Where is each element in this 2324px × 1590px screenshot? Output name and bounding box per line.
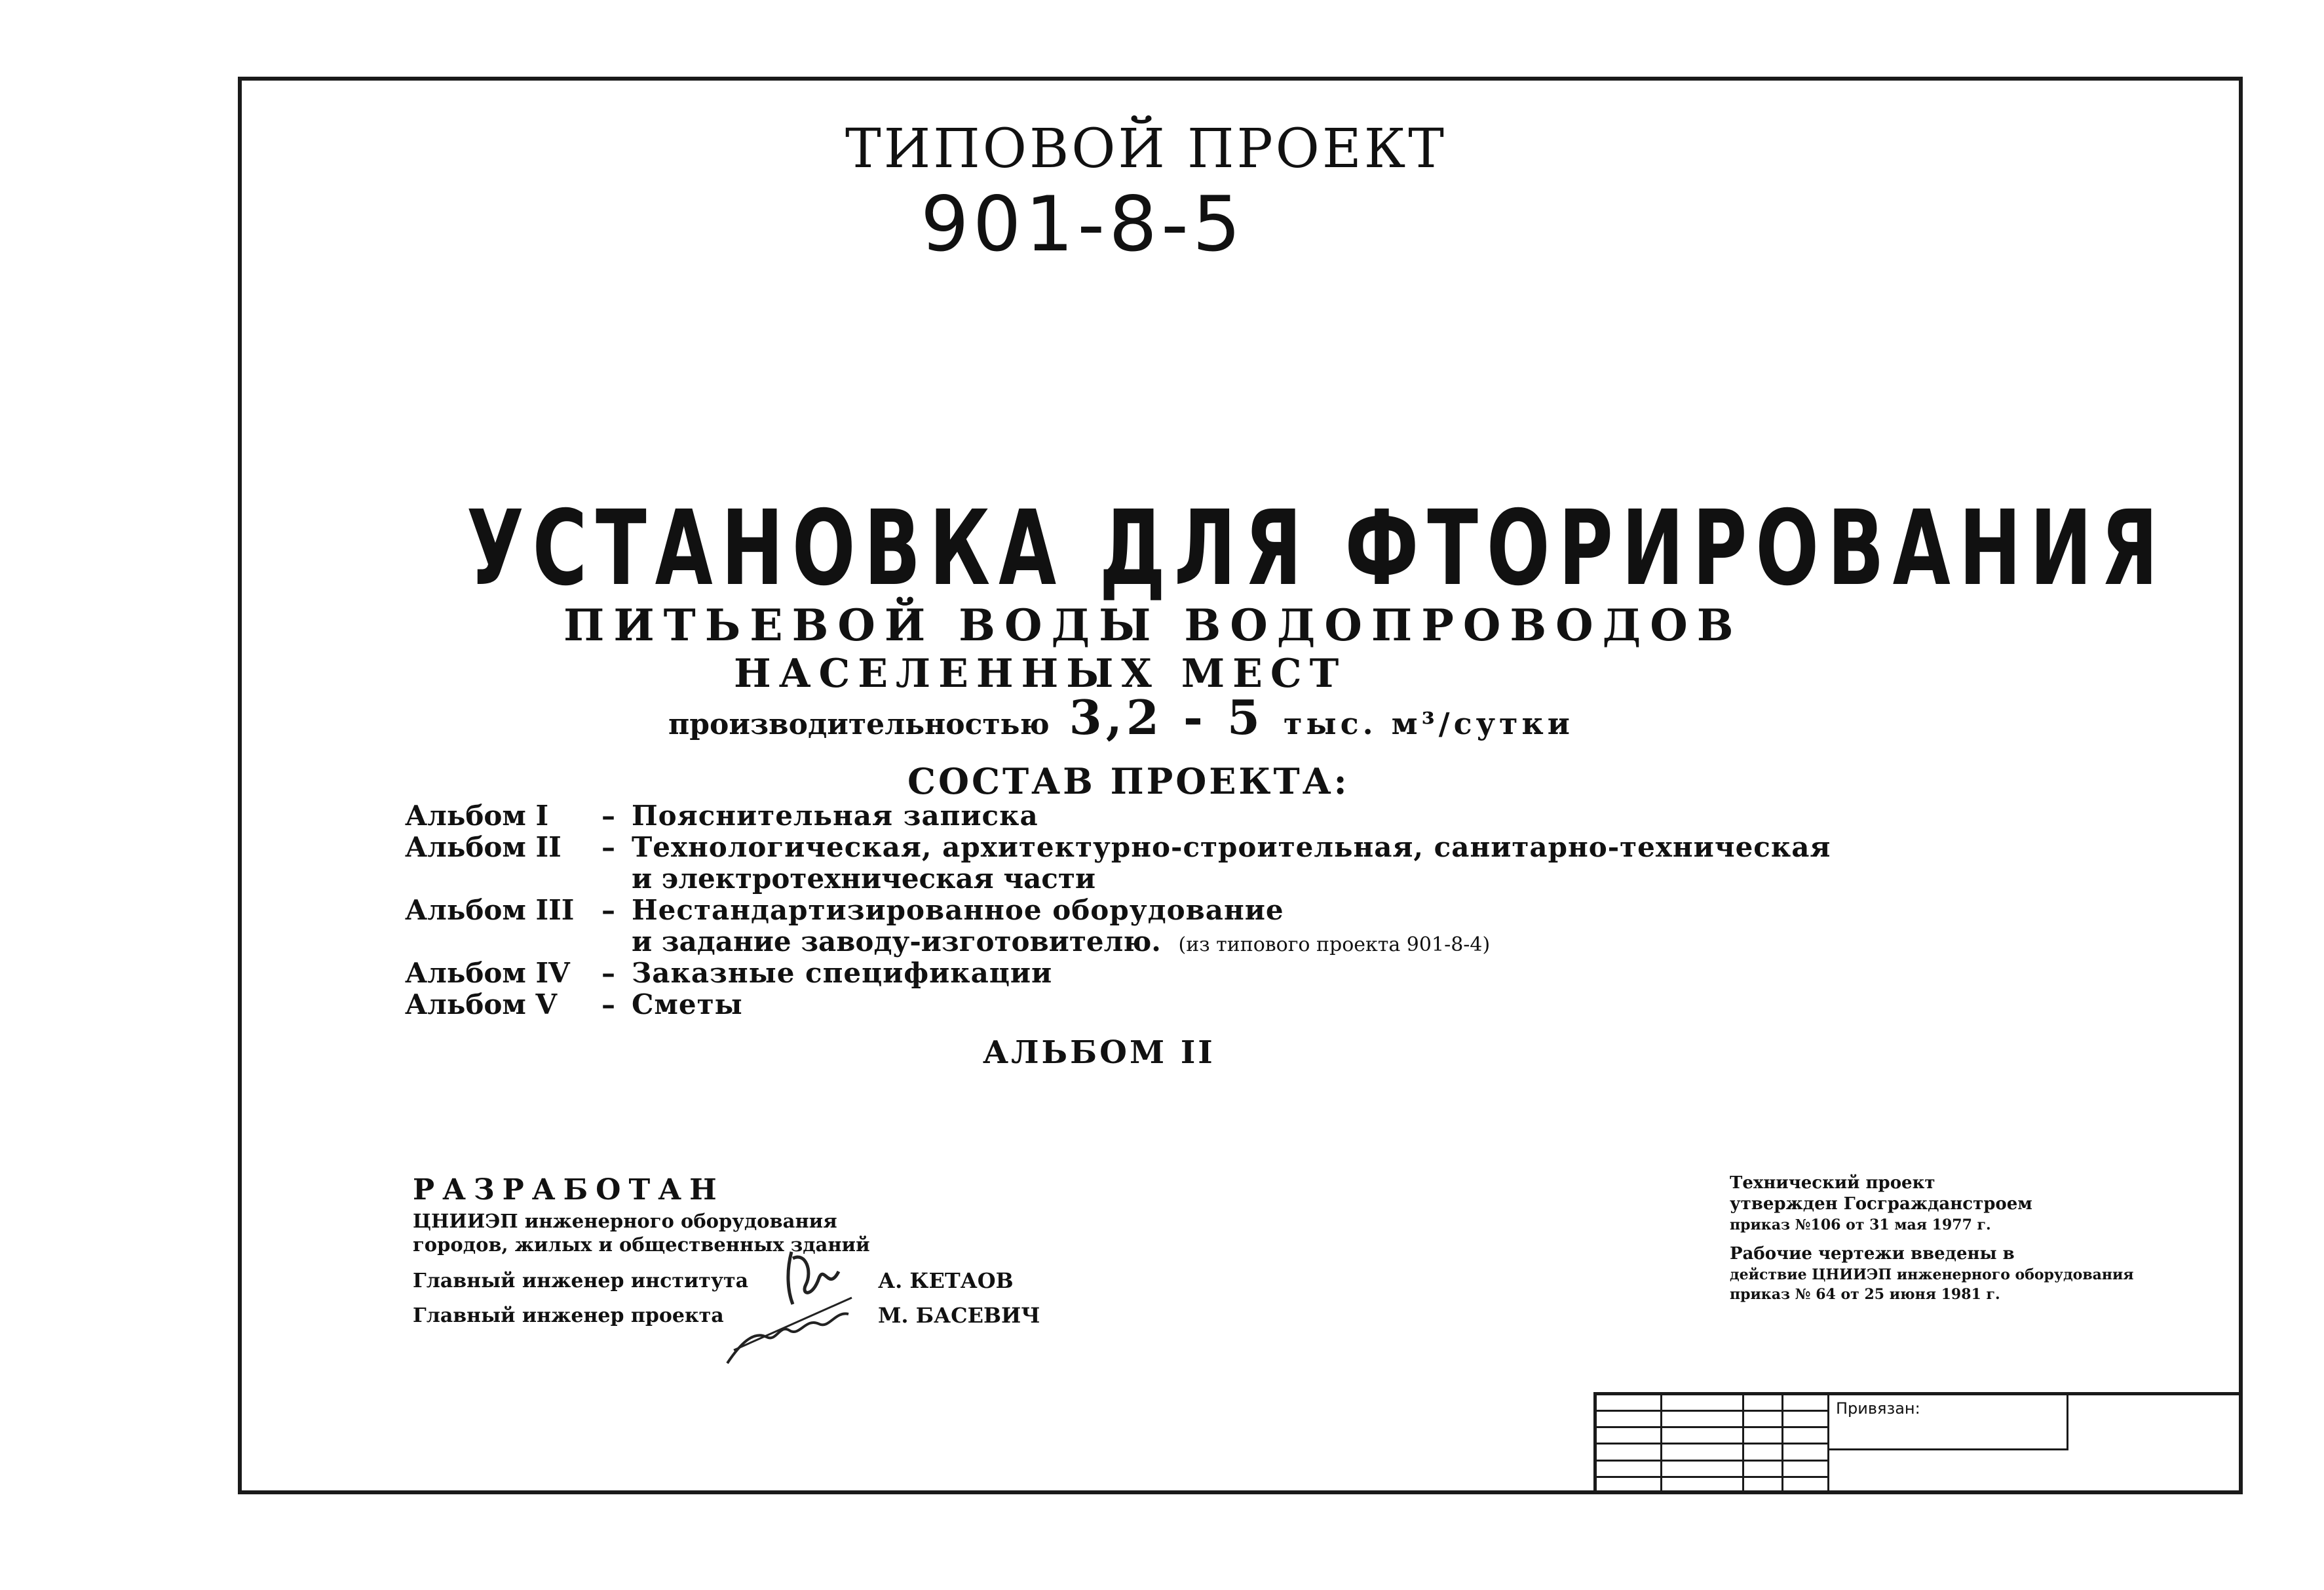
album-3-note: (из типового проекта 901-8-4): [1178, 933, 1491, 956]
album-label: Альбом I: [405, 800, 549, 832]
album-dash: –: [601, 800, 615, 832]
album-dash: –: [601, 894, 615, 926]
album-label: Альбом III: [405, 894, 575, 926]
album-label: Альбом II: [405, 831, 562, 863]
chief-engineer-project-name: М. БАСЕВИЧ: [878, 1303, 1040, 1328]
stamp-bound-label: Привязан:: [1829, 1395, 2068, 1450]
approval-line-6: приказ № 64 от 25 июня 1981 г.: [1730, 1286, 2000, 1303]
approval-line-1: Технический проект: [1730, 1173, 1935, 1193]
chief-engineer-institute-label: Главный инженер института: [413, 1270, 749, 1292]
title-block-stamp: [1593, 1392, 2242, 1494]
composition-title: СОСТАВ ПРОЕКТА:: [907, 760, 1350, 802]
handwritten-signature: [714, 1232, 898, 1376]
developer-org-line-1: ЦНИИЭП инженерного оборудования: [413, 1210, 837, 1232]
album-dash: –: [601, 831, 615, 863]
stamp-grid: [1597, 1395, 1829, 1494]
main-title: УСТАНОВКА ДЛЯ ФТОРИРОВАНИЯ: [467, 488, 2167, 609]
subtitle-line-2: НАСЕЛЕННЫХ МЕСТ: [734, 651, 1347, 697]
album-desc: Технологическая, архитектурно-строительная, санитарно-техническая: [632, 831, 1831, 863]
capacity-unit: тыс. м³/сутки: [1284, 706, 1574, 741]
chief-engineer-project-label: Главный инженер проекта: [413, 1304, 724, 1327]
album-row-4: [405, 957, 1052, 989]
capacity-label: производительностью: [668, 708, 1050, 741]
album-row-5: [405, 988, 743, 1020]
album-desc: Сметы: [632, 988, 743, 1020]
album-label: Альбом V: [405, 988, 558, 1020]
album-desc: Пояснительная записка: [632, 800, 1038, 832]
album-dash: –: [601, 957, 615, 989]
album-dash: –: [601, 988, 615, 1020]
approval-line-5: действие ЦНИИЭП инженерного оборудования: [1730, 1266, 2134, 1283]
chief-engineer-institute-name: А. КЕТАОВ: [878, 1268, 1014, 1293]
approval-line-3: приказ №106 от 31 мая 1977 г.: [1730, 1216, 1991, 1233]
album-2-continuation: и электротехническая части: [632, 863, 1096, 895]
current-album: АЛЬБОМ II: [983, 1034, 1215, 1071]
album-row-1: [405, 800, 1038, 832]
album-desc: Нестандартизированное оборудование: [632, 894, 1284, 926]
project-number: 901-8-5: [921, 180, 1245, 269]
album-label: Альбом IV: [405, 957, 570, 989]
developer-org-line-2: городов, жилых и общественных зданий: [413, 1233, 870, 1256]
album-desc: Заказные спецификации: [632, 957, 1053, 989]
album-row-3: [405, 894, 1284, 926]
approval-line-2: утвержден Госгражданстроем: [1730, 1194, 2032, 1214]
capacity-value: 3,2 - 5: [1069, 689, 1265, 745]
project-type-label: ТИПОВОЙ ПРОЕКТ: [845, 118, 1447, 180]
developer-title: РАЗРАБОТАН: [413, 1173, 725, 1207]
album-3-desc2: и задание заводу-изготовителю.: [632, 925, 1161, 958]
approval-line-4: Рабочие чертежи введены в: [1730, 1244, 2015, 1264]
album-row-2: [405, 831, 1831, 863]
capacity-row: [668, 689, 1574, 745]
subtitle-line-1: ПИТЬЕВОЙ ВОДЫ ВОДОПРОВОДОВ: [563, 600, 1743, 651]
album-3-continuation: [632, 925, 1490, 958]
